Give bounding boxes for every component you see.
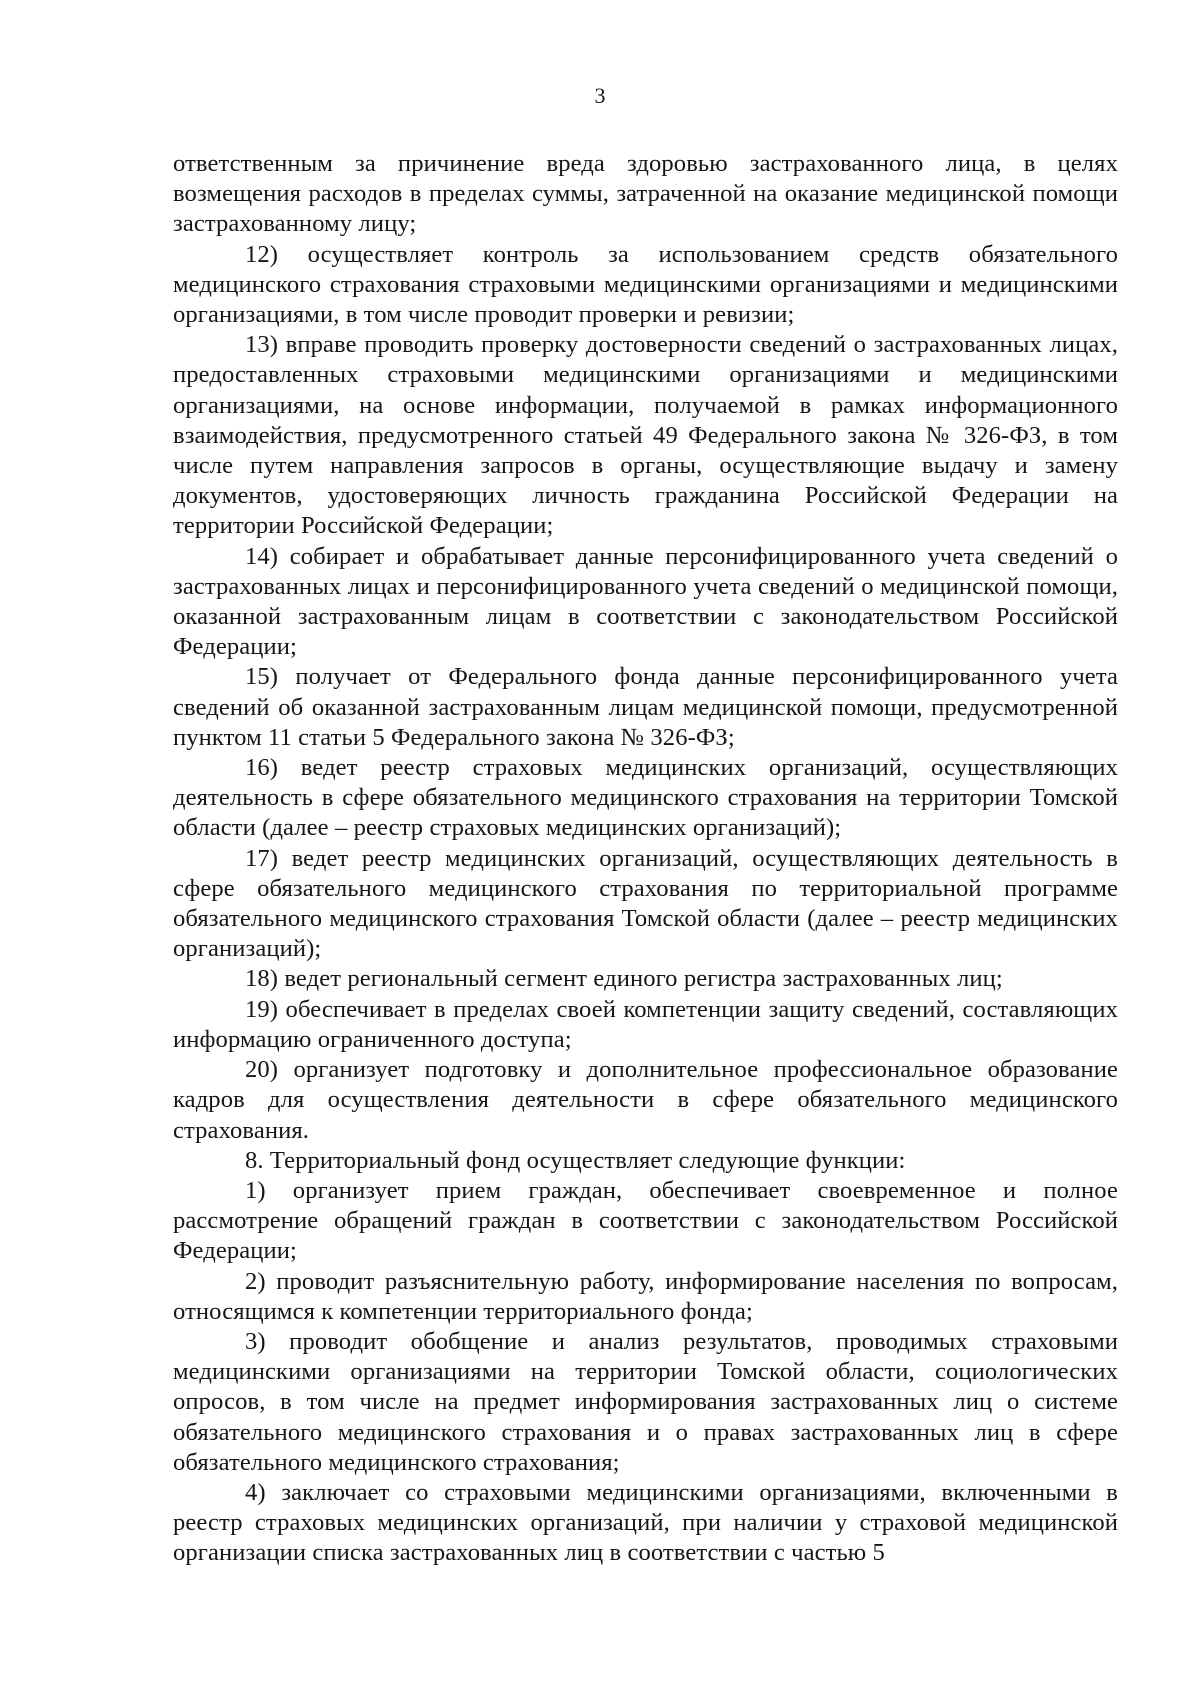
- page-number: 3: [594, 83, 606, 108]
- document-paragraph: 2) проводит разъяснительную работу, информирование населения по вопросам, относящимся к компетенции территориального фонда;: [173, 1267, 1118, 1325]
- document-paragraph: 4) заключает со страховыми медицинскими организациями, включенными в реестр страховых медицинских организаций, при наличии у страховой медицинской организации списка застрахованных лиц в соответствии с частью 5: [173, 1478, 1118, 1567]
- document-paragraph: 8. Территориальный фонд осуществляет следующие функции:: [245, 1146, 906, 1174]
- document-paragraph: 20) организует подготовку и дополнительное профессиональное образование кадров для осуществления деятельности в сфере обязательного медицинского страхования.: [173, 1056, 1118, 1144]
- document-paragraph: 17) ведет реестр медицинских организаций, осуществляющих деятельность в сфере обязательного медицинского страхования по территориальной программе обязательного медицинского страхования Томской области (далее – реестр медицинских организаций);: [173, 844, 1118, 963]
- document-body: [173, 149, 1118, 1569]
- document-paragraph: 12) осуществляет контроль за использованием средств обязательного медицинского страхования страховыми медицинскими организациями и медицинскими организациями, в том числе проводит проверки и ревизии;: [173, 240, 1118, 329]
- document-paragraph: 18) ведет региональный сегмент единого регистра застрахованных лиц;: [245, 965, 1003, 993]
- document-paragraph: 19) обеспечивает в пределах своей компетенции защиту сведений, составляющих информацию ограниченного доступа;: [173, 995, 1118, 1053]
- document-paragraph: 15) получает от Федерального фонда данные персонифицированного учета сведений об оказанной застрахованным лицам медицинской помощи, предусмотренной пунктом 11 статьи 5 Федерального закона № 326-ФЗ;: [173, 663, 1118, 751]
- document-paragraph: 1) организует прием граждан, обеспечивает своевременное и полное рассмотрение обращений граждан в соответствии с законодательством Российской Федерации;: [173, 1176, 1118, 1265]
- document-paragraph: 13) вправе проводить проверку достоверности сведений о застрахованных лицах, предоставленных страховыми медицинскими организациями и медицинскими организациями, на основе информации, получаемой в рамках информационного взаимодействия, предусмотренного статьей 49 Федерального закона № 326-ФЗ, в том числе путем направления запросов в органы, осуществляющие выдачу и замену документов, удостоверяющих личность гражданина Российской Федерации на территории Российской Федерации;: [173, 331, 1118, 540]
- document-paragraph: 16) ведет реестр страховых медицинских организаций, осуществляющих деятельность в сфере обязательного медицинского страхования на территории Томской области (далее – реестр страховых медицинских организаций);: [173, 754, 1118, 842]
- document-paragraph: 14) собирает и обрабатывает данные персонифицированного учета сведений о застрахованных лицах и персонифицированного учета сведений о медицинской помощи, оказанной застрахованным лицам в соответствии с законодательством Российской Федерации;: [173, 542, 1118, 661]
- document-paragraph: 3) проводит обобщение и анализ результатов, проводимых страховыми медицинскими организациями на территории Томской области, социологических опросов, в том числе на предмет информирования застрахованных лиц о системе обязательного медицинского страхования и о правах застрахованных лиц в сфере обязательного медицинского страхования;: [173, 1327, 1118, 1476]
- document-paragraph: ответственным за причинение вреда здоровью застрахованного лица, в целях возмещения расходов в пределах суммы, затраченной на оказание медицинской помощи застрахованному лицу;: [173, 150, 1118, 238]
